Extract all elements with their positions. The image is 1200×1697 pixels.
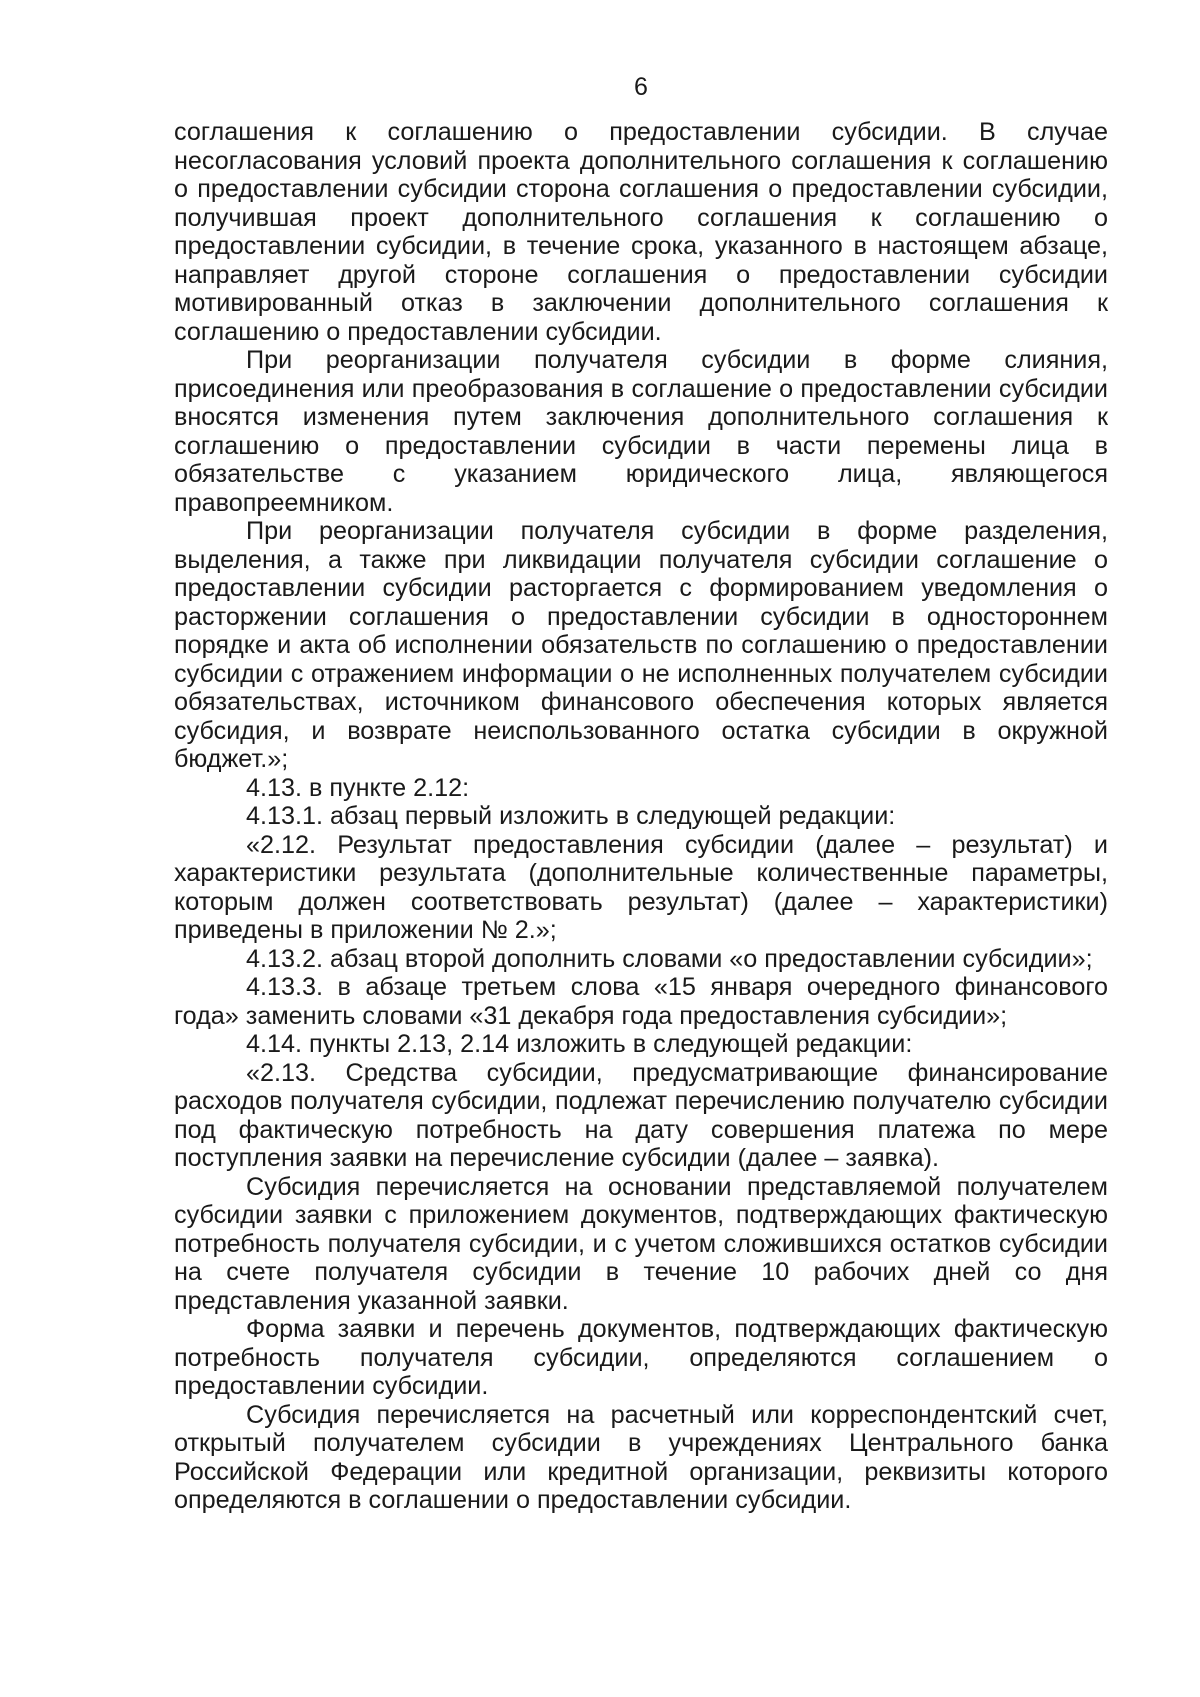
paragraph: «2.12. Результат предоставления субсидии (далее – результат) и характеристики результата (дополнительные количественные параметры, которым должен соответствовать результат) (далее – характеристики) приведены в приложении № 2.»; (174, 830, 1108, 944)
document-body (174, 118, 1108, 1515)
paragraph: При реорганизации получателя субсидии в форме слияния, присоединения или преобразования в соглашение о предоставлении субсидии вносятся изменения путем заключения дополнительного соглашения к соглашению о предоставлении субсидии в части перемены лица в обязательстве с указанием юридического лица, являющегося правопреемником. (174, 346, 1108, 517)
paragraph: Субсидия перечисляется на основании представляемой получателем субсидии заявки с приложением документов, подтверждающих фактическую потребность получателя субсидии, и с учетом сложившихся остатков субсидии на счете получателя субсидии в течение 10 рабочих дней со дня представления указанной заявки. (174, 1172, 1108, 1315)
paragraph: 4.13.2. абзац второй дополнить словами «о предоставлении субсидии»; (246, 944, 1093, 973)
paragraph: соглашения к соглашению о предоставлении субсидии. В случае несогласования условий проекта дополнительного соглашения к соглашению о предоставлении субсидии сторона соглашения о предоставлении субсидии, получившая проект дополнительного соглашения к соглашению о предоставлении субсидии, в течение срока, указанного в настоящем абзаце, направляет другой стороне соглашения о предоставлении субсидии мотивированный отказ в заключении дополнительного соглашения к соглашению о предоставлении субсидии. (174, 118, 1108, 346)
paragraph: Форма заявки и перечень документов, подтверждающих фактическую потребность получателя субсидии, определяются соглашением о предоставлении субсидии. (174, 1315, 1108, 1400)
page-number: 6 (634, 73, 648, 101)
paragraph: Субсидия перечисляется на расчетный или корреспондентский счет, открытый получателем субсидии в учреждениях Центрального банка Российской Федерации или кредитной организации, реквизиты которого определяются в соглашении о предоставлении субсидии. (174, 1400, 1108, 1514)
paragraph: 4.14. пункты 2.13, 2.14 изложить в следующей редакции: (246, 1030, 913, 1058)
paragraph: При реорганизации получателя субсидии в форме разделения, выделения, а также при ликвидации получателя субсидии соглашение о предоставлении субсидии расторгается с формированием уведомления о расторжении соглашения о предоставлении субсидии в одностороннем порядке и акта об исполнении обязательств по соглашению о предоставлении субсидии с отражением информации о не исполненных получателем субсидии обязательствах, источником финансового обеспечения которых является субсидия, и возврате неиспользованного остатка субсидии в окружной бюджет.»; (174, 517, 1108, 773)
paragraph: 4.13. в пункте 2.12: (246, 773, 470, 802)
paragraph: 4.13.1. абзац первый изложить в следующей редакции: (246, 802, 896, 830)
paragraph: 4.13.3. в абзаце третьем слова «15 января очередного финансового года» заменить словами «31 декабря года предоставления субсидии»; (174, 973, 1108, 1030)
paragraph: «2.13. Средства субсидии, предусматривающие финансирование расходов получателя субсидии, подлежат перечислению получателю субсидии под фактическую потребность на дату совершения платежа по мере поступления заявки на перечисление субсидии (далее – заявка). (174, 1058, 1108, 1172)
